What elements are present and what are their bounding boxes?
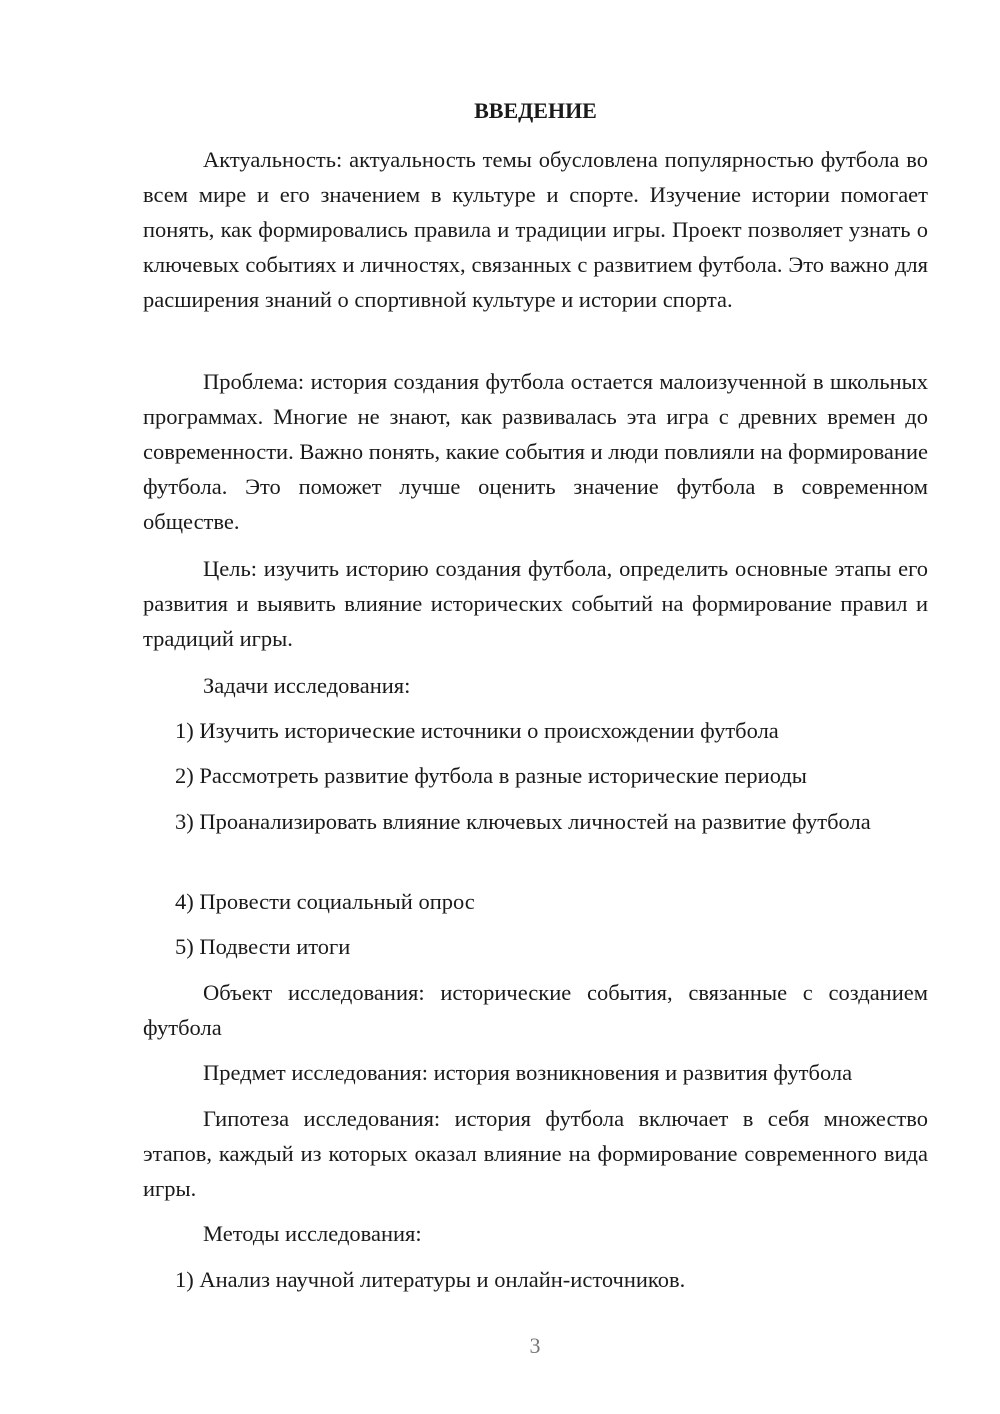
- page-number: 3: [529, 1333, 541, 1358]
- hypothesis-paragraph: Гипотеза исследования: история футбола включает в себя множество этапов, каждый из которых оказал влияние на формирование современного вида игры.: [143, 1106, 928, 1201]
- task-item-3: 3) Проанализировать влияние ключевых личностей на развитие футбола: [175, 809, 871, 834]
- problem-paragraph: Проблема: история создания футбола остается малоизученной в школьных программах. Многие не знают, как развивалась эта игра с древних времен до современности. Важно понять, какие события и люди повлияли на формирование футбола. Это поможет лучше оценить значение футбола в современном обществе.: [143, 369, 928, 534]
- methods-heading: Методы исследования:: [203, 1221, 422, 1246]
- relevance-paragraph: Актуальность: актуальность темы обусловлена популярностью футбола во всем мире и его значением в культуре и спорте. Изучение истории помогает понять, как формировались правила и традиции игры. Проект позволяет узнать о ключевых событиях и личностях, связанных с развитием футбола. Это важно для расширения знаний о спортивной культуре и истории спорта.: [143, 147, 928, 312]
- task-item-5: 5) Подвести итоги: [175, 934, 351, 959]
- task-item-1: 1) Изучить исторические источники о происхождении футбола: [175, 718, 779, 743]
- tasks-heading: Задачи исследования:: [203, 673, 411, 698]
- object-paragraph: Объект исследования: исторические события, связанные с созданием футбола: [143, 980, 928, 1040]
- task-item-2: 2) Рассмотреть развитие футбола в разные исторические периоды: [175, 763, 807, 788]
- subject-paragraph: Предмет исследования: история возникновения и развития футбола: [203, 1060, 853, 1085]
- task-item-4: 4) Провести социальный опрос: [175, 889, 475, 914]
- method-item-1: 1) Анализ научной литературы и онлайн-источников.: [175, 1267, 686, 1292]
- goal-paragraph: Цель: изучить историю создания футбола, определить основные этапы его развития и выявить влияние исторических событий на формирование правил и традиций игры.: [143, 556, 928, 651]
- section-title: ВВЕДЕНИЕ: [474, 98, 597, 123]
